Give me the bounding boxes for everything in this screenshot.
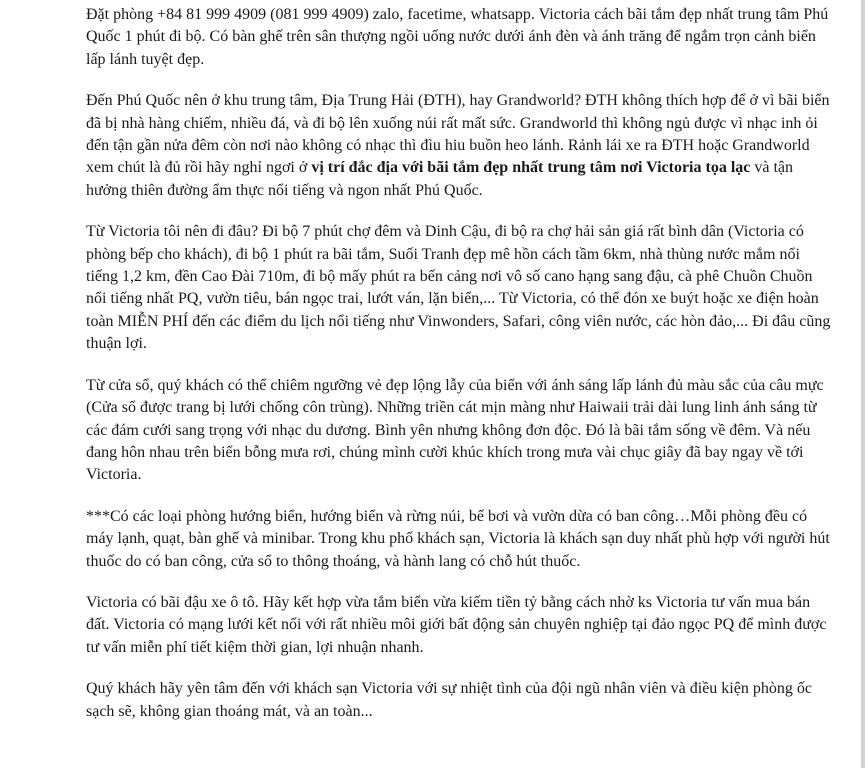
paragraph-text: Từ Victoria tôi nên đi đâu? Đi bộ 7 phút chợ đêm và Dinh Cậu, đi bộ ra chợ hải sản giá rất bình dân (Victoria có phòng bếp cho khách), đi bộ 1 phút ra bãi tắm, Suối Tranh đẹp mê hồn cách tầm 6km, nhà thùng nước mắm nổi tiếng 1,2 km, đền Cao Đài 710m, đi bộ mấy phút ra bến cảng nơi vô số cano hạng sang đậu, cà phê Chuồn Chuồn nổi tiếng nhất PQ, vườn tiêu, bán ngọc trai, lướt ván, lặn biển,... Từ Victoria, có thể đón xe buýt hoặc xe điện hoàn toàn MIỄN PHÍ đến các điểm du lịch nổi tiếng như Vinwonders, Safari, công viên nước, các hòn đảo,... Đi đâu cũng thuận lợi. — [86, 223, 831, 353]
paragraph-text: Từ cửa sổ, quý khách có thể chiêm ngưỡng vẻ đẹp lộng lẫy của biển với ánh sáng lấp lánh đủ màu sắc của câu mực (Cửa sổ được trang bị lưới chống côn trùng). Những triền cát mịn màng như Haiwaii trải dài lung linh ánh sáng từ các đám cưới sang trọng với nhạc du dương. Bình yên nhưng không đơn độc. Đó là bãi tắm sống về đêm. Và nếu đang hôn nhau trên biển bỗng mưa rơi, chúng mình cười khúc khích trong mưa vài chục giây đã bay ngay về tới Victoria. — [86, 376, 824, 484]
paragraph-location — [86, 90, 831, 202]
paragraph-text: Quý khách hãy yên tâm đến với khách sạn Victoria với sự nhiệt tình của đội ngũ nhân viên và điều kiện phòng ốc sạch sẽ, không gian thoáng mát, và an toàn... — [86, 680, 812, 720]
paragraph-bold-text: vị trí đắc địa với bãi tắm đẹp nhất trung tâm nơi Victoria tọa lạc — [311, 159, 751, 177]
paragraph-text: Đặt phòng +84 81 999 4909 (081 999 4909) zalo, facetime, whatsapp. Victoria cách bãi tắm đẹp nhất trung tâm Phú Quốc 1 phút đi bộ. Có bàn ghế trên sân thượng ngồi uống nước dưới ánh đèn và ánh trăng để ngắm trọn cảnh biển lấp lánh tuyệt đẹp. — [86, 6, 829, 68]
paragraph-text: và tận hưởng thiên đường ẩm thực nổi tiếng và ngon nhất Phú Quốc. — [86, 159, 794, 199]
paragraph-window-view — [86, 375, 831, 487]
paragraph-booking — [86, 4, 831, 71]
paragraph-text: Đến Phú Quốc nên ở khu trung tâm, Địa Trung Hải (ĐTH), hay Grandworld? ĐTH không thích hợp để ở vì bãi biển đã bị nhà hàng chiếm, nhiều đá, và đi bộ lên xuống núi rất mất sức. Grandworld thì không ngủ được vì nhạc inh ỏi đến tận gần nửa đêm còn nơi nào không có nhạc thì đìu hiu buồn heo lánh. Rảnh lái xe ra ĐTH hoặc Grandworld xem chút là đủ rồi hãy nghỉ ngơi ở — [86, 92, 830, 177]
paragraph-text: ***Có các loại phòng hướng biển, hướng biển và rừng núi, bể bơi và vườn dừa có ban công…Mỗi phòng đều có máy lạnh, quạt, bàn ghế và minibar. Trong khu phố khách sạn, Victoria là khách sạn duy nhất phù hợp với người hút thuốc do có ban công, cửa sổ to thông thoáng, và hành lang có chỗ hút thuốc. — [86, 507, 830, 570]
paragraph-closing — [86, 678, 831, 723]
paragraph-parking-realestate — [86, 592, 831, 659]
paragraph-destinations — [86, 221, 831, 355]
paragraph-room-types — [86, 506, 831, 573]
paragraph-text: Victoria có bãi đậu xe ô tô. Hãy kết hợp vừa tắm biển vừa kiếm tiền tỷ bằng cách nhờ ks Victoria tư vấn mua bán đất. Victoria có mạng lưới kết nối với rất nhiều môi giới bất động sản chuyên nghiệp tại đảo ngọc PQ để mình được tư vấn miễn phí tiết kiệm thời gian, lợi nhuận nhanh. — [86, 593, 827, 656]
